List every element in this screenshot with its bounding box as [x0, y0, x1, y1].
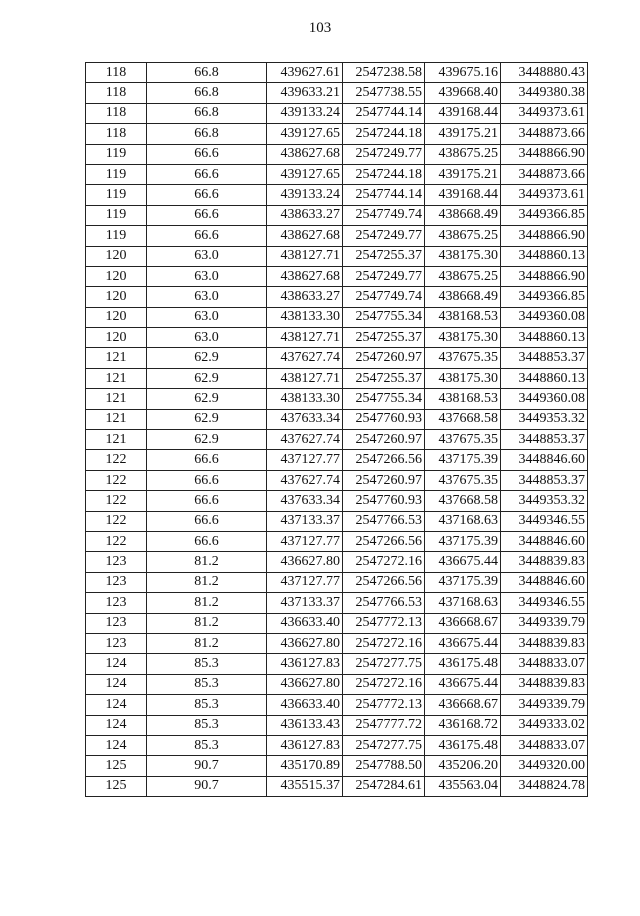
row-id-cell: 120 — [86, 246, 147, 266]
coord-x2-cell: 438675.25 — [425, 144, 501, 164]
coord-y1-cell: 2547788.50 — [343, 756, 425, 776]
coord-x2-cell: 437175.39 — [425, 531, 501, 551]
value-cell: 63.0 — [147, 287, 267, 307]
table-row — [86, 735, 588, 755]
row-id-cell: 124 — [86, 654, 147, 674]
table-row — [86, 103, 588, 123]
row-id-cell: 122 — [86, 450, 147, 470]
coord-x1-cell: 438633.27 — [267, 287, 343, 307]
table-row — [86, 185, 588, 205]
row-id-cell: 123 — [86, 552, 147, 572]
coord-x2-cell: 437175.39 — [425, 572, 501, 592]
value-cell: 66.8 — [147, 83, 267, 103]
coord-y2-cell: 3448866.90 — [501, 226, 588, 246]
table-row — [86, 409, 588, 429]
coord-x2-cell: 435206.20 — [425, 756, 501, 776]
coord-y1-cell: 2547260.97 — [343, 348, 425, 368]
coord-y1-cell: 2547244.18 — [343, 124, 425, 144]
coord-x1-cell: 436627.80 — [267, 674, 343, 694]
table-row — [86, 389, 588, 409]
table-body — [86, 63, 588, 797]
coord-x2-cell: 438168.53 — [425, 307, 501, 327]
row-id-cell: 122 — [86, 511, 147, 531]
table-row — [86, 654, 588, 674]
value-cell: 81.2 — [147, 552, 267, 572]
value-cell: 66.6 — [147, 205, 267, 225]
row-id-cell: 123 — [86, 613, 147, 633]
coord-x1-cell: 437133.37 — [267, 593, 343, 613]
coord-x2-cell: 435563.04 — [425, 776, 501, 796]
coord-x2-cell: 436668.67 — [425, 613, 501, 633]
row-id-cell: 121 — [86, 430, 147, 450]
row-id-cell: 121 — [86, 348, 147, 368]
coord-y1-cell: 2547272.16 — [343, 552, 425, 572]
row-id-cell: 121 — [86, 409, 147, 429]
coord-x1-cell: 437633.34 — [267, 491, 343, 511]
coord-y2-cell: 3449373.61 — [501, 185, 588, 205]
value-cell: 66.8 — [147, 63, 267, 83]
coord-y1-cell: 2547766.53 — [343, 511, 425, 531]
value-cell: 85.3 — [147, 695, 267, 715]
row-id-cell: 120 — [86, 328, 147, 348]
value-cell: 85.3 — [147, 674, 267, 694]
value-cell: 90.7 — [147, 756, 267, 776]
coord-y1-cell: 2547749.74 — [343, 287, 425, 307]
coord-x1-cell: 439133.24 — [267, 185, 343, 205]
coord-y1-cell: 2547255.37 — [343, 328, 425, 348]
coord-y1-cell: 2547772.13 — [343, 613, 425, 633]
table-row — [86, 328, 588, 348]
coord-x2-cell: 436668.67 — [425, 695, 501, 715]
table-row — [86, 307, 588, 327]
coord-x1-cell: 438133.30 — [267, 389, 343, 409]
table-row — [86, 266, 588, 286]
coord-y1-cell: 2547249.77 — [343, 266, 425, 286]
table-row — [86, 776, 588, 796]
table-row — [86, 695, 588, 715]
coord-x1-cell: 437633.34 — [267, 409, 343, 429]
coord-y1-cell: 2547284.61 — [343, 776, 425, 796]
table-row — [86, 430, 588, 450]
coord-x2-cell: 436175.48 — [425, 735, 501, 755]
coord-y1-cell: 2547272.16 — [343, 633, 425, 653]
coord-x1-cell: 439133.24 — [267, 103, 343, 123]
value-cell: 63.0 — [147, 307, 267, 327]
value-cell: 62.9 — [147, 389, 267, 409]
row-id-cell: 118 — [86, 103, 147, 123]
row-id-cell: 120 — [86, 266, 147, 286]
coord-x1-cell: 436127.83 — [267, 654, 343, 674]
coord-y2-cell: 3448860.13 — [501, 368, 588, 388]
coord-y2-cell: 3448833.07 — [501, 654, 588, 674]
coord-x1-cell: 436133.43 — [267, 715, 343, 735]
coord-x1-cell: 436633.40 — [267, 613, 343, 633]
coord-y1-cell: 2547255.37 — [343, 246, 425, 266]
coord-x2-cell: 437675.35 — [425, 430, 501, 450]
coord-y2-cell: 3449380.38 — [501, 83, 588, 103]
coord-y1-cell: 2547260.97 — [343, 470, 425, 490]
row-id-cell: 118 — [86, 63, 147, 83]
value-cell: 66.8 — [147, 124, 267, 144]
table-row — [86, 572, 588, 592]
coord-y2-cell: 3449339.79 — [501, 613, 588, 633]
coord-x1-cell: 437127.77 — [267, 450, 343, 470]
coord-y1-cell: 2547744.14 — [343, 103, 425, 123]
coord-x1-cell: 436627.80 — [267, 552, 343, 572]
coord-x2-cell: 438675.25 — [425, 266, 501, 286]
coord-y2-cell: 3448846.60 — [501, 572, 588, 592]
table-row — [86, 63, 588, 83]
coordinates-table — [85, 62, 588, 797]
coord-x2-cell: 436168.72 — [425, 715, 501, 735]
page-number: 103 — [308, 20, 332, 36]
coord-y2-cell: 3449373.61 — [501, 103, 588, 123]
coord-x2-cell: 438668.49 — [425, 205, 501, 225]
coord-x1-cell: 438127.71 — [267, 246, 343, 266]
coord-y2-cell: 3449339.79 — [501, 695, 588, 715]
coord-y1-cell: 2547777.72 — [343, 715, 425, 735]
coord-x2-cell: 437675.35 — [425, 348, 501, 368]
row-id-cell: 119 — [86, 185, 147, 205]
value-cell: 66.8 — [147, 103, 267, 123]
coord-x1-cell: 435515.37 — [267, 776, 343, 796]
row-id-cell: 124 — [86, 695, 147, 715]
table-row — [86, 470, 588, 490]
coord-y1-cell: 2547749.74 — [343, 205, 425, 225]
value-cell: 66.6 — [147, 144, 267, 164]
coord-y2-cell: 3448846.60 — [501, 450, 588, 470]
coord-x2-cell: 438175.30 — [425, 246, 501, 266]
coord-y2-cell: 3448853.37 — [501, 430, 588, 450]
coord-x2-cell: 436675.44 — [425, 552, 501, 572]
value-cell: 90.7 — [147, 776, 267, 796]
coord-x1-cell: 437127.77 — [267, 572, 343, 592]
coord-y1-cell: 2547277.75 — [343, 654, 425, 674]
table-row — [86, 144, 588, 164]
coord-y1-cell: 2547244.18 — [343, 164, 425, 184]
value-cell: 62.9 — [147, 368, 267, 388]
row-id-cell: 119 — [86, 205, 147, 225]
coord-y2-cell: 3448866.90 — [501, 144, 588, 164]
value-cell: 66.6 — [147, 531, 267, 551]
coord-y2-cell: 3449360.08 — [501, 389, 588, 409]
coord-y1-cell: 2547744.14 — [343, 185, 425, 205]
value-cell: 66.6 — [147, 470, 267, 490]
coord-x1-cell: 438627.68 — [267, 226, 343, 246]
coord-y1-cell: 2547760.93 — [343, 409, 425, 429]
row-id-cell: 118 — [86, 83, 147, 103]
coord-y1-cell: 2547266.56 — [343, 450, 425, 470]
coord-x2-cell: 438675.25 — [425, 226, 501, 246]
coord-x2-cell: 436175.48 — [425, 654, 501, 674]
row-id-cell: 121 — [86, 368, 147, 388]
coord-x1-cell: 438133.30 — [267, 307, 343, 327]
coord-x1-cell: 437627.74 — [267, 430, 343, 450]
coord-x1-cell: 437133.37 — [267, 511, 343, 531]
row-id-cell: 122 — [86, 531, 147, 551]
row-id-cell: 122 — [86, 470, 147, 490]
coord-y1-cell: 2547760.93 — [343, 491, 425, 511]
table-row — [86, 715, 588, 735]
coord-y2-cell: 3449346.55 — [501, 593, 588, 613]
row-id-cell: 124 — [86, 715, 147, 735]
coord-y2-cell: 3448846.60 — [501, 531, 588, 551]
coord-x2-cell: 439168.44 — [425, 185, 501, 205]
coord-y2-cell: 3449360.08 — [501, 307, 588, 327]
row-id-cell: 121 — [86, 389, 147, 409]
coord-y1-cell: 2547260.97 — [343, 430, 425, 450]
row-id-cell: 119 — [86, 226, 147, 246]
coord-y2-cell: 3449353.32 — [501, 491, 588, 511]
coord-x1-cell: 438627.68 — [267, 266, 343, 286]
coord-y1-cell: 2547766.53 — [343, 593, 425, 613]
coord-x1-cell: 437127.77 — [267, 531, 343, 551]
coord-y2-cell: 3448866.90 — [501, 266, 588, 286]
table-row — [86, 246, 588, 266]
coord-y1-cell: 2547249.77 — [343, 226, 425, 246]
coord-x2-cell: 436675.44 — [425, 633, 501, 653]
coord-x1-cell: 436633.40 — [267, 695, 343, 715]
row-id-cell: 125 — [86, 776, 147, 796]
coord-y2-cell: 3449366.85 — [501, 205, 588, 225]
coord-x1-cell: 436627.80 — [267, 633, 343, 653]
value-cell: 63.0 — [147, 266, 267, 286]
coord-x2-cell: 437168.63 — [425, 593, 501, 613]
coord-y2-cell: 3449366.85 — [501, 287, 588, 307]
coord-y2-cell: 3448873.66 — [501, 164, 588, 184]
coord-x1-cell: 438127.71 — [267, 328, 343, 348]
table-row — [86, 205, 588, 225]
table-row — [86, 552, 588, 572]
coord-x2-cell: 437675.35 — [425, 470, 501, 490]
value-cell: 66.6 — [147, 164, 267, 184]
value-cell: 63.0 — [147, 246, 267, 266]
row-id-cell: 123 — [86, 593, 147, 613]
value-cell: 62.9 — [147, 430, 267, 450]
table-row — [86, 348, 588, 368]
coord-y2-cell: 3448824.78 — [501, 776, 588, 796]
value-cell: 81.2 — [147, 572, 267, 592]
coord-y1-cell: 2547238.58 — [343, 63, 425, 83]
table-row — [86, 491, 588, 511]
coord-y1-cell: 2547266.56 — [343, 531, 425, 551]
table-row — [86, 450, 588, 470]
coord-x1-cell: 437627.74 — [267, 348, 343, 368]
table-row — [86, 226, 588, 246]
coord-y2-cell: 3448839.83 — [501, 633, 588, 653]
coord-x2-cell: 439175.21 — [425, 124, 501, 144]
coord-x2-cell: 436675.44 — [425, 674, 501, 694]
table-row — [86, 368, 588, 388]
coord-y2-cell: 3448873.66 — [501, 124, 588, 144]
table-row — [86, 164, 588, 184]
coord-x2-cell: 439675.16 — [425, 63, 501, 83]
value-cell: 62.9 — [147, 348, 267, 368]
row-id-cell: 125 — [86, 756, 147, 776]
row-id-cell: 120 — [86, 307, 147, 327]
coord-x1-cell: 438127.71 — [267, 368, 343, 388]
coord-y2-cell: 3449333.02 — [501, 715, 588, 735]
coord-x1-cell: 438627.68 — [267, 144, 343, 164]
row-id-cell: 120 — [86, 287, 147, 307]
value-cell: 62.9 — [147, 409, 267, 429]
coord-x2-cell: 438175.30 — [425, 328, 501, 348]
coord-x1-cell: 436127.83 — [267, 735, 343, 755]
row-id-cell: 119 — [86, 164, 147, 184]
value-cell: 81.2 — [147, 593, 267, 613]
value-cell: 85.3 — [147, 735, 267, 755]
coord-y2-cell: 3448839.83 — [501, 674, 588, 694]
coord-y2-cell: 3448860.13 — [501, 246, 588, 266]
coord-x1-cell: 437627.74 — [267, 470, 343, 490]
table-row — [86, 593, 588, 613]
coord-x1-cell: 438633.27 — [267, 205, 343, 225]
coord-y1-cell: 2547738.55 — [343, 83, 425, 103]
value-cell: 85.3 — [147, 715, 267, 735]
value-cell: 66.6 — [147, 450, 267, 470]
coord-y1-cell: 2547266.56 — [343, 572, 425, 592]
coord-x2-cell: 439175.21 — [425, 164, 501, 184]
coord-x2-cell: 437175.39 — [425, 450, 501, 470]
coord-x1-cell: 439633.21 — [267, 83, 343, 103]
coord-y2-cell: 3448839.83 — [501, 552, 588, 572]
coord-y1-cell: 2547249.77 — [343, 144, 425, 164]
coord-y2-cell: 3448860.13 — [501, 328, 588, 348]
coord-x2-cell: 439668.40 — [425, 83, 501, 103]
row-id-cell: 123 — [86, 633, 147, 653]
coord-y2-cell: 3448880.43 — [501, 63, 588, 83]
table-row — [86, 756, 588, 776]
value-cell: 85.3 — [147, 654, 267, 674]
row-id-cell: 122 — [86, 491, 147, 511]
row-id-cell: 118 — [86, 124, 147, 144]
table-row — [86, 124, 588, 144]
value-cell: 66.6 — [147, 511, 267, 531]
value-cell: 66.6 — [147, 226, 267, 246]
coord-x2-cell: 437668.58 — [425, 491, 501, 511]
table-row — [86, 613, 588, 633]
coord-y2-cell: 3448853.37 — [501, 470, 588, 490]
coord-y1-cell: 2547255.37 — [343, 368, 425, 388]
table-row — [86, 674, 588, 694]
coord-y1-cell: 2547272.16 — [343, 674, 425, 694]
value-cell: 66.6 — [147, 491, 267, 511]
row-id-cell: 123 — [86, 572, 147, 592]
table-row — [86, 531, 588, 551]
value-cell: 66.6 — [147, 185, 267, 205]
coord-x2-cell: 438668.49 — [425, 287, 501, 307]
coord-x1-cell: 435170.89 — [267, 756, 343, 776]
coord-x1-cell: 439627.61 — [267, 63, 343, 83]
coord-x2-cell: 437668.58 — [425, 409, 501, 429]
table-row — [86, 511, 588, 531]
value-cell: 63.0 — [147, 328, 267, 348]
coord-y2-cell: 3449353.32 — [501, 409, 588, 429]
table-row — [86, 287, 588, 307]
coord-y1-cell: 2547277.75 — [343, 735, 425, 755]
coord-x2-cell: 437168.63 — [425, 511, 501, 531]
table-row — [86, 83, 588, 103]
coord-y2-cell: 3448853.37 — [501, 348, 588, 368]
value-cell: 81.2 — [147, 633, 267, 653]
coord-x1-cell: 439127.65 — [267, 124, 343, 144]
coord-y1-cell: 2547755.34 — [343, 389, 425, 409]
coord-x1-cell: 439127.65 — [267, 164, 343, 184]
row-id-cell: 124 — [86, 674, 147, 694]
coord-y2-cell: 3449320.00 — [501, 756, 588, 776]
coord-x2-cell: 438175.30 — [425, 368, 501, 388]
value-cell: 81.2 — [147, 613, 267, 633]
coord-y2-cell: 3449346.55 — [501, 511, 588, 531]
row-id-cell: 119 — [86, 144, 147, 164]
coord-x2-cell: 439168.44 — [425, 103, 501, 123]
coord-y2-cell: 3448833.07 — [501, 735, 588, 755]
coord-x2-cell: 438168.53 — [425, 389, 501, 409]
table-row — [86, 633, 588, 653]
row-id-cell: 124 — [86, 735, 147, 755]
coord-y1-cell: 2547772.13 — [343, 695, 425, 715]
coord-y1-cell: 2547755.34 — [343, 307, 425, 327]
